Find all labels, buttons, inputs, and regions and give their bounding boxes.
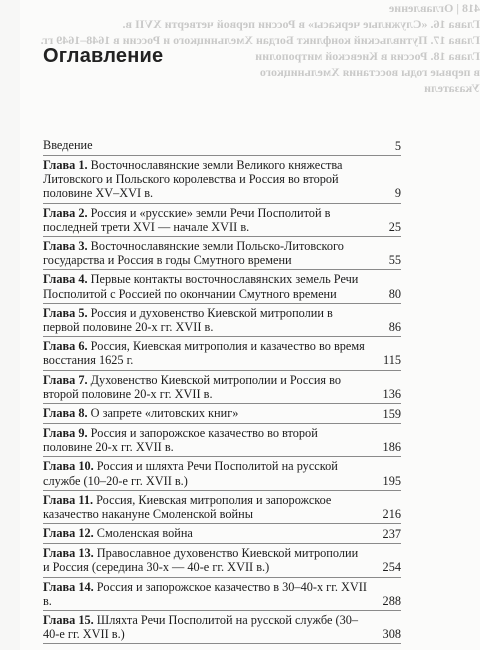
bleed-line: Указатели: [424, 81, 480, 95]
chapter-number: Глава 15.: [43, 613, 94, 628]
toc-entry-text: [43, 206, 401, 234]
page-gutter: [0, 0, 20, 650]
toc-entry: [43, 424, 401, 457]
chapter-title: Смоленская война: [96, 526, 193, 541]
toc-entry-text: [43, 306, 401, 334]
toc-entry-text: [43, 406, 401, 420]
toc-entry-text: [43, 339, 401, 367]
chapter-title: Шляхта Речи Посполитой на русской службе (30–40-е гг. XVII в.): [43, 613, 359, 642]
chapter-number: Глава 7.: [43, 372, 88, 387]
chapter-title: Россия и «русские» земли Речи Посполитой в последней трети XVI — начале XVII в.: [43, 205, 331, 234]
toc-entry: [43, 524, 401, 544]
page-number: 237: [382, 527, 401, 542]
chapter-title: Восточнославянские земли Польско-Литовского государства и Россия в годы Смутного времени: [43, 239, 344, 268]
toc-entry-text: [43, 138, 401, 152]
chapter-number: Глава 1.: [43, 158, 88, 172]
toc-entry: [43, 337, 401, 370]
chapter-number: Глава 12.: [43, 526, 94, 541]
chapter-number: Глава 11.: [43, 492, 94, 507]
toc-entry: [43, 491, 401, 524]
chapter-number: Глава 9.: [43, 426, 88, 441]
toc-entry-text: [43, 459, 401, 487]
toc-title: Оглавление: [43, 45, 164, 67]
toc-entry: [43, 136, 401, 156]
toc-entry: [43, 237, 401, 270]
toc-entry-text: [43, 580, 401, 608]
chapter-title: Православное духовенство Киевской митрополии и Россия (середина 30-х — 40-е гг. XVII в.): [43, 546, 359, 575]
table-of-contents: [43, 136, 401, 644]
toc-entry-text: [43, 373, 401, 401]
chapter-title: Россия и запорожское казачество в 30–40-х гг. XVII в.: [43, 579, 367, 608]
page-number: 9: [394, 186, 401, 201]
page-number: 186: [382, 440, 401, 455]
page-number: 115: [383, 353, 401, 368]
chapter-title: Духовенство Киевской митрополии и Россия во второй половине 20-х гг. XVII в.: [43, 372, 342, 401]
chapter-title: Россия, Киевская митрополия и запорожское казачество накануне Смоленской войны: [43, 492, 332, 522]
chapter-number: Глава 8.: [43, 406, 88, 421]
chapter-number: Глава 10.: [43, 459, 94, 474]
page-number: 136: [382, 386, 401, 401]
chapter-title: Россия и запорожское казачество во второй половине 20-х гг. XVII в.: [43, 426, 318, 455]
bleed-line: Глава 18. Россия в Киевской митрополии: [255, 49, 480, 63]
page-number: 159: [382, 406, 401, 421]
toc-entry-text: [43, 493, 401, 521]
toc-entry: [43, 156, 401, 204]
toc-entry-text: [43, 158, 401, 201]
chapter-number: Глава 3.: [43, 239, 88, 254]
toc-entry-text: [43, 613, 401, 641]
chapter-title: Россия и шляхта Речи Посполитой на русской службе (10–20-е гг. XVII в.): [43, 459, 338, 488]
page-number: 195: [382, 473, 401, 488]
toc-entry: [43, 371, 401, 404]
toc-entry: [43, 457, 401, 490]
page-number: 80: [388, 286, 401, 301]
toc-entry: [43, 544, 401, 577]
toc-entry: [43, 304, 401, 337]
chapter-title: Первые контакты восточнославянских земель Речи Посполитой с Россией по окончании Смутного времени: [43, 272, 359, 301]
chapter-number: Глава 2.: [43, 205, 88, 220]
page-number: 288: [382, 593, 401, 608]
chapter-title: О запрете «литовских книг»: [90, 406, 239, 421]
toc-entry-text: [43, 239, 401, 267]
page-number: 308: [382, 627, 401, 642]
page-number: 254: [382, 560, 401, 575]
toc-entry: [43, 204, 401, 237]
toc-entry-text: [43, 546, 401, 574]
toc-entry: [43, 404, 401, 424]
toc-entry-text: [43, 272, 401, 300]
bleed-line: Глава 16. «Служилые черкасы» в России первой четверти XVII в.: [122, 17, 480, 31]
page-number: 55: [388, 253, 401, 268]
toc-entry-text: [43, 426, 401, 454]
chapter-title: Восточнославянские земли Великого княжества Литовского и Польского королевства и Россия во второй половине XV–XVI в.: [43, 158, 343, 201]
chapter-number: Глава 13.: [43, 546, 94, 561]
bleed-line: Глава 17. Путивльский конфликт Богдан Хмельницкого и России в 1648–1649 гг.: [40, 33, 480, 47]
chapter-number: Глава 6.: [43, 339, 88, 354]
page-number: 86: [388, 320, 401, 335]
bleed-line: в первые годы восстания Хмельницкого: [259, 65, 480, 79]
bleed-line: 418 | Оглавление: [388, 1, 480, 15]
toc-entry: [43, 611, 401, 644]
toc-entry-text: [43, 526, 401, 540]
chapter-number: Глава 5.: [43, 305, 88, 320]
toc-entry: [43, 578, 401, 611]
chapter-number: Глава 4.: [43, 272, 88, 287]
toc-entry: [43, 270, 401, 303]
page-number: 5: [394, 138, 401, 153]
chapter-title: Введение: [43, 138, 93, 152]
chapter-title: Россия и духовенство Киевской митрополии в первой половине 20-х гг. XVII в.: [43, 305, 333, 335]
chapter-number: Глава 14.: [43, 579, 94, 594]
page-number: 216: [382, 507, 401, 522]
chapter-title: Россия, Киевская митрополия и казачество во время восстания 1625 г.: [43, 339, 365, 368]
page-number: 25: [388, 219, 401, 234]
